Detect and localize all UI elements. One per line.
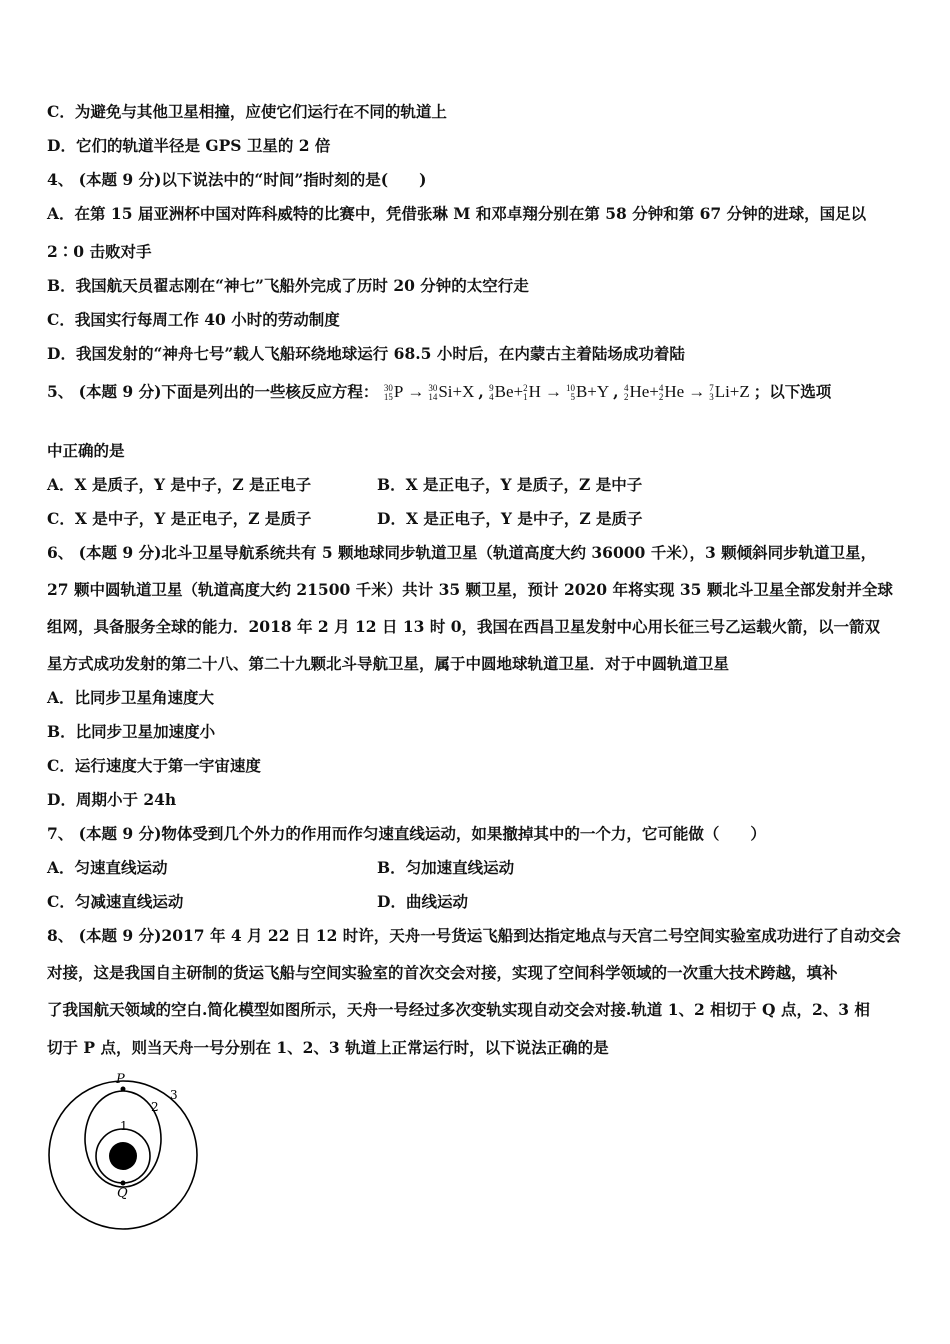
q7-stem: 7、 (本题 9 分)物体受到几个外力的作用而作匀速直线运动，如果撤掉其中的一个力，它可能做（ ） <box>47 824 766 843</box>
q8-stem-1: 8、 (本题 9 分)2017 年 4 月 22 日 12 时许，天舟一号货运飞船到达指定地点与天宫二号空间实验室成功进行了自动交会 <box>47 926 901 945</box>
q7-option-a: A．匀速直线运动 <box>47 858 168 877</box>
q6-option-b: B．比同步卫星加速度小 <box>47 722 216 741</box>
q6-stem-4: 星方式成功发射的第二十八、第二十九颗北斗导航卫星，属于中圆地球轨道卫星．对于中圆轨道卫星 <box>47 654 730 673</box>
q7-option-b: B．匀加速直线运动 <box>377 858 515 877</box>
q4-option-c: C．我国实行每周工作 40 小时的劳动制度 <box>47 310 340 329</box>
equation-2: 9 4 Be+ 2 1 H → 10 5 B+Y <box>489 382 610 403</box>
q5-option-b: B．X 是正电子，Y 是质子，Z 是中子 <box>377 475 643 494</box>
equation-3: 4 2 He+ 4 2 He → 7 3 Li+Z <box>623 382 750 403</box>
q7-option-d: D．曲线运动 <box>377 892 468 911</box>
q7-option-c: C．匀减速直线运动 <box>47 892 184 911</box>
q3-option-c: C．为避免与其他卫星相撞，应使它们运行在不同的轨道上 <box>47 102 447 121</box>
q8-stem-3: 了我国航天领域的空白.简化模型如图所示，天舟一号经过多次变轨实现自动交会对接.轨道 1、2 相切于 Q 点，2、3 相 <box>47 1000 870 1019</box>
q4-option-a-cont: 2∶0 击败对手 <box>47 242 152 261</box>
orbit-2 <box>85 1091 161 1187</box>
q6-option-d: D．周期小于 24h <box>47 790 177 809</box>
q5-stem-prefix: 5、 (本题 9 分)下面是列出的一些核反应方程： <box>47 382 379 401</box>
nuclide-p: 30 15 <box>383 383 393 403</box>
nuclide-be: 9 4 <box>489 383 494 403</box>
q4-stem: 4、 (本题 9 分)以下说法中的“时间”指时刻的是( ) <box>47 170 427 189</box>
equation-1: 30 15 P → 30 14 Si+X <box>383 382 475 403</box>
nuclide-b: 10 5 <box>565 383 575 403</box>
q4-option-d: D．我国发射的“神舟七号”载人飞船环绕地球运行 68.5 小时后，在内蒙古主着陆场成功着陆 <box>47 344 685 363</box>
q6-option-c: C．运行速度大于第一宇宙速度 <box>47 756 261 775</box>
nuclide-he-2: 4 2 <box>658 383 664 403</box>
q8-stem-2: 对接，这是我国自主研制的货运飞船与空间实验室的首次交会对接，实现了空间科学领域的一次重大技术跨越，填补 <box>47 963 838 982</box>
nuclide-he-1: 4 2 <box>623 383 629 403</box>
nuclide-si: 30 14 <box>428 383 438 403</box>
label-p: P <box>116 1072 125 1087</box>
label-orbit-1: 1 <box>120 1119 128 1133</box>
q3-option-d: D．它们的轨道半径是 GPS 卫星的 2 倍 <box>47 136 331 155</box>
label-orbit-3: 3 <box>170 1088 178 1102</box>
q4-option-a: A．在第 15 届亚洲杯中国对阵科威特的比赛中，凭借张琳 M 和邓卓翔分别在第 58 分钟和第 67 分钟的进球，国足以 <box>47 204 867 223</box>
q6-stem-1: 6、 (本题 9 分)北斗卫星导航系统共有 5 颗地球同步轨道卫星（轨道高度大约 36000 千米），3 颗倾斜同步轨道卫星， <box>47 543 877 562</box>
q5-option-a: A．X 是质子，Y 是中子，Z 是正电子 <box>47 475 312 494</box>
q5-option-d: D．X 是正电子，Y 是中子，Z 是质子 <box>377 509 643 528</box>
q6-stem-2: 27 颗中圆轨道卫星（轨道高度大约 21500 千米）共计 35 颗卫星，预计 2020 年将实现 35 颗北斗卫星全部发射并全球 <box>47 580 893 599</box>
q5-option-c: C．X 是中子，Y 是正电子，Z 是质子 <box>47 509 312 528</box>
point-p <box>121 1087 126 1092</box>
q5-stem-suffix: ；以下选项 <box>753 382 832 401</box>
q4-option-b: B．我国航天员翟志刚在“神七”飞船外完成了历时 20 分钟的太空行走 <box>47 276 529 295</box>
earth <box>109 1142 137 1170</box>
q6-option-a: A．比同步卫星角速度大 <box>47 688 215 707</box>
q5-stem: 5、 (本题 9 分)下面是列出的一些核反应方程： 30 15 P → 30 14 Si+X , 9 4 Be+ 2 1 H → 10 5 B+Y , 4 2 He+ 4 2 He → 7 3 Li+Z ；以下选项 <box>47 382 832 403</box>
q5-stem-line2: 中正确的是 <box>47 441 125 460</box>
point-q <box>121 1181 126 1186</box>
q6-stem-3: 组网，具备服务全球的能力．2018 年 2 月 12 日 13 时 0，我国在西昌卫星发射中心用长征三号乙运载火箭，以一箭双 <box>47 617 881 636</box>
q8-stem-4: 切于 P 点，则当天舟一号分别在 1、2、3 轨道上正常运行时，以下说法正确的是 <box>47 1038 609 1057</box>
label-q: Q <box>117 1186 128 1201</box>
orbit-diagram <box>40 1070 210 1230</box>
nuclide-li: 7 3 <box>709 383 714 403</box>
label-orbit-2: 2 <box>151 1100 159 1114</box>
nuclide-h: 2 1 <box>523 383 528 403</box>
